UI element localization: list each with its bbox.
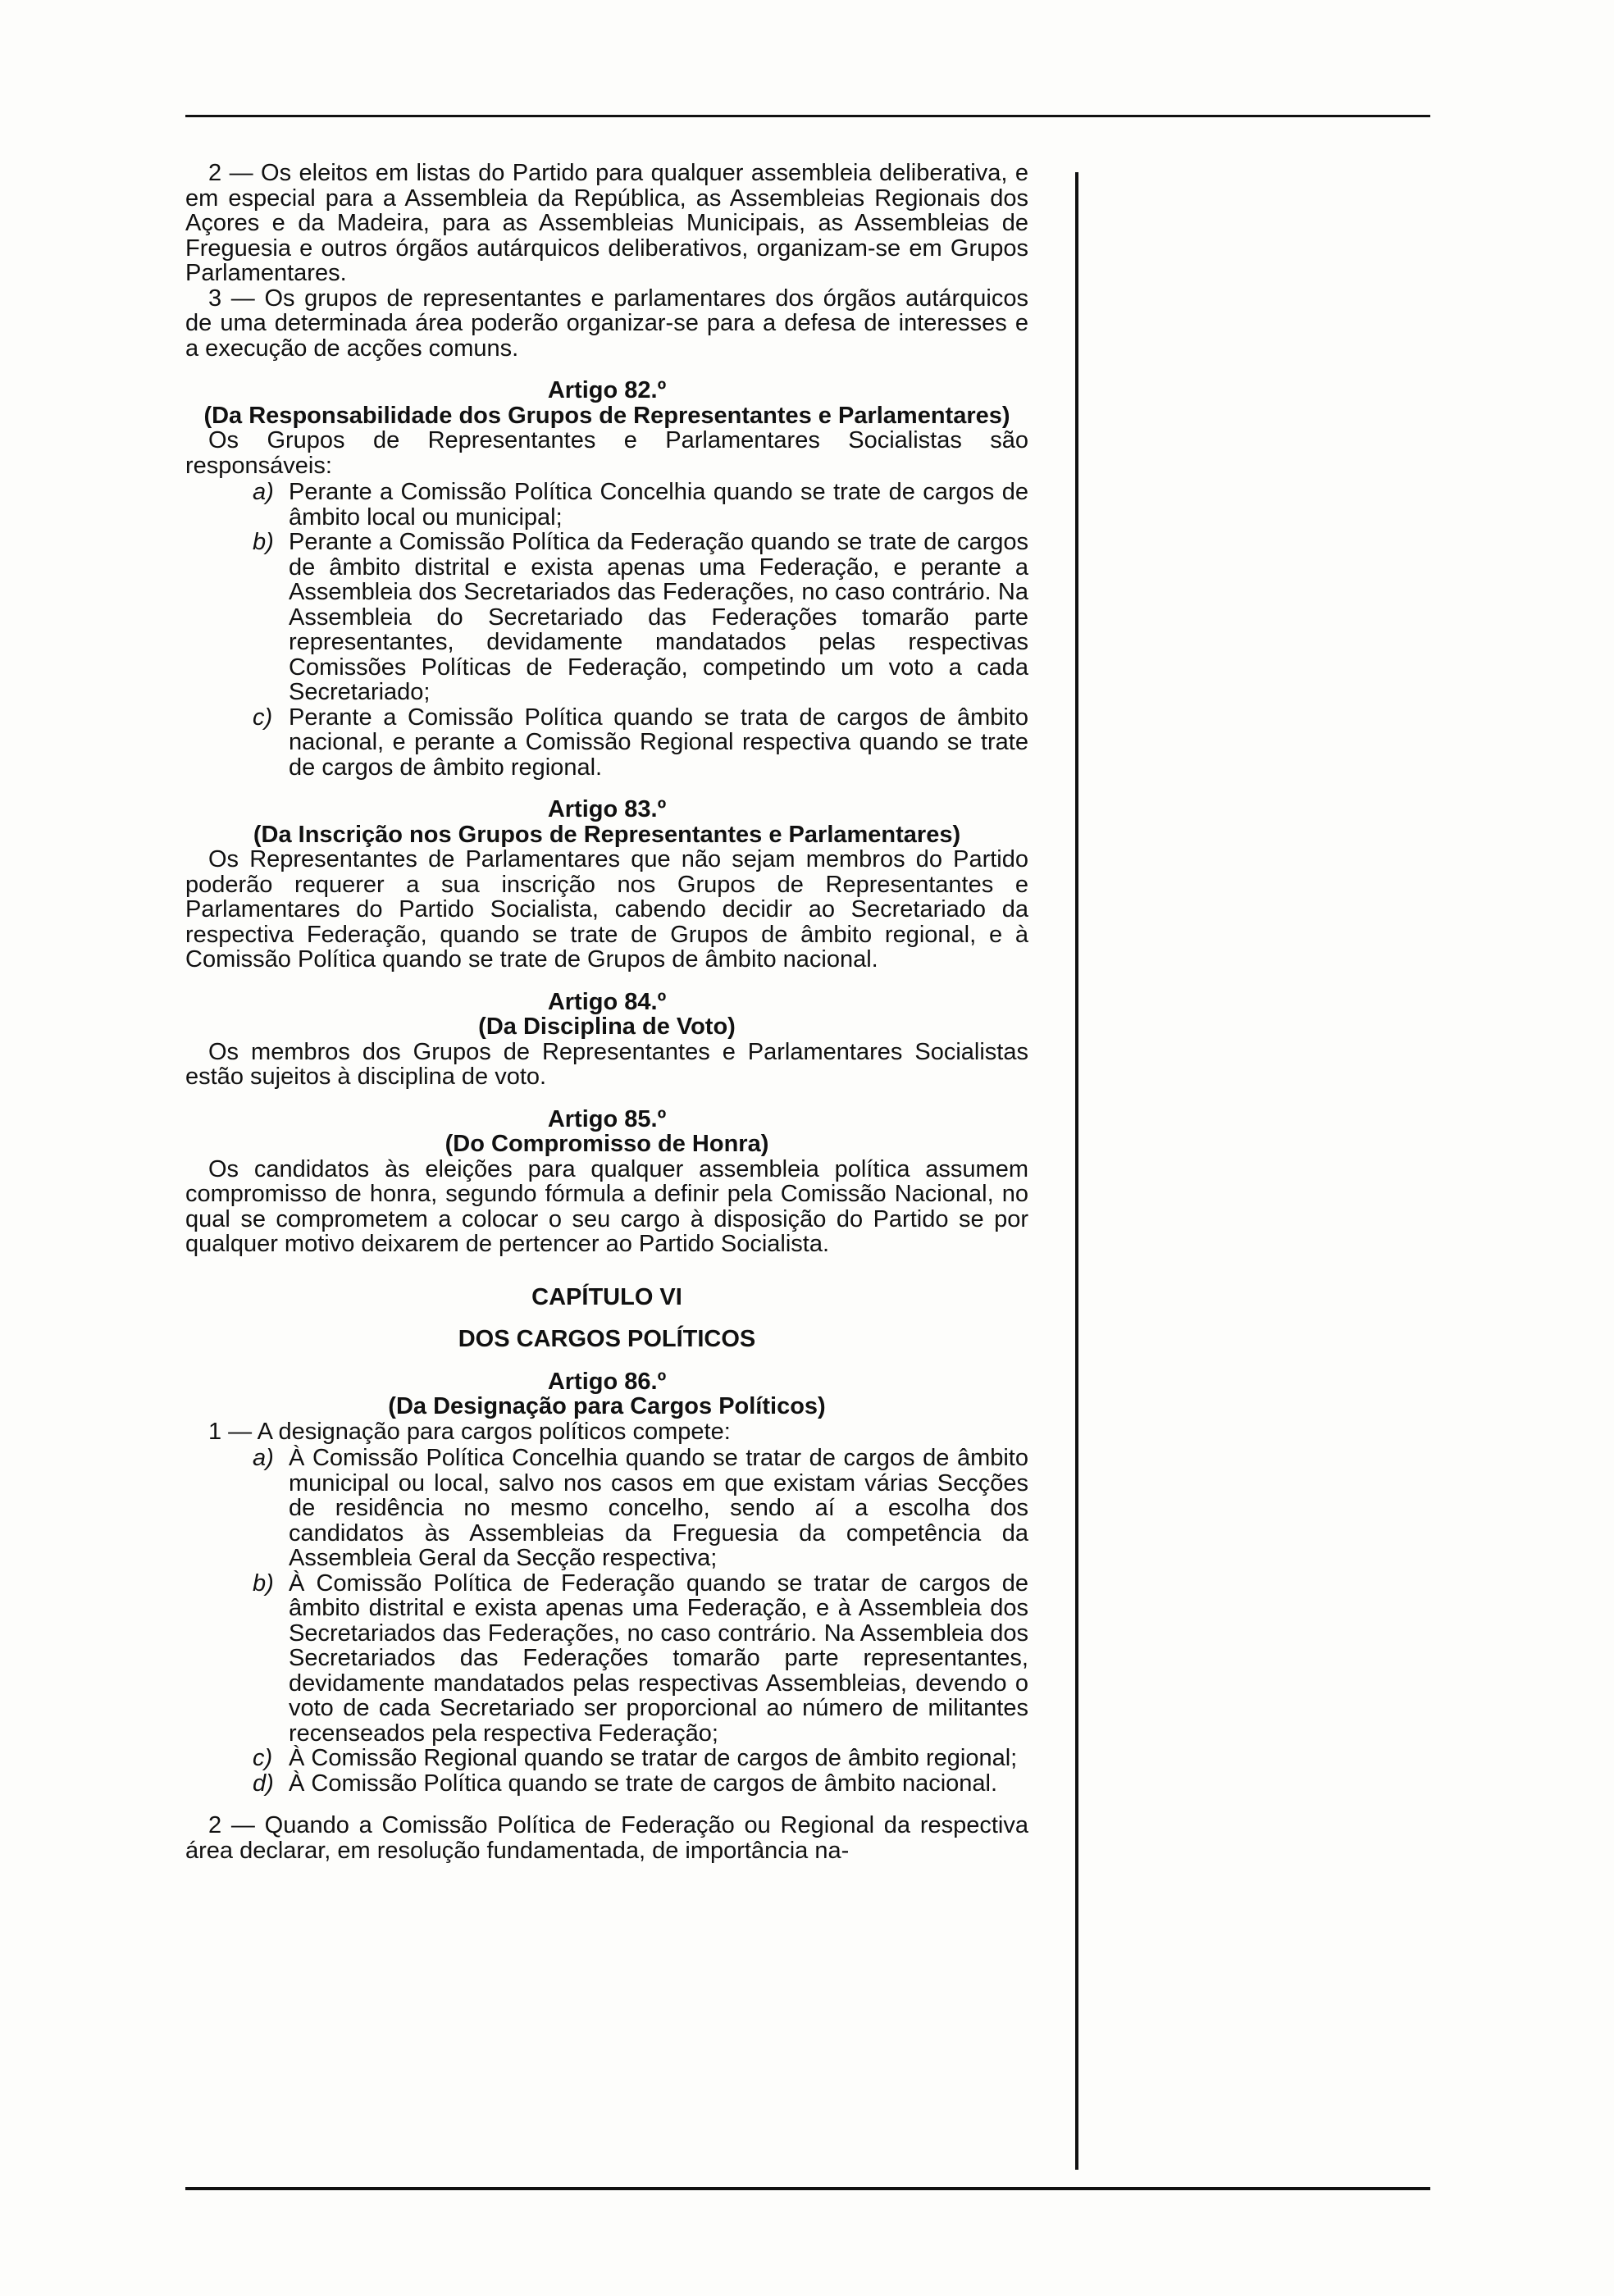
article-84-text: Os membros dos Grupos de Representantes e Parlamentares Socialistas estão sujeitos à disciplina de voto. bbox=[185, 1038, 1028, 1090]
list-item bbox=[251, 1771, 1028, 1797]
list-item bbox=[251, 1746, 1028, 1771]
column-rule bbox=[1075, 172, 1078, 2170]
article-title: (Do Compromisso de Honra) bbox=[445, 1131, 769, 1157]
top-rule bbox=[185, 115, 1430, 117]
list-letter: a) bbox=[253, 1445, 274, 1471]
article-86-heading bbox=[185, 1369, 1028, 1419]
paragraph-3: 3 — Os grupos de representantes e parlamentares dos órgãos autárquicos de uma determinada área poderão organizar-se para a defesa de interesses e a execução de acções comuns. bbox=[185, 285, 1028, 362]
text-column bbox=[185, 161, 1028, 1863]
bottom-rule bbox=[185, 2187, 1430, 2190]
article-84-heading bbox=[185, 990, 1028, 1040]
list-item-text: À Comissão Política quando se trate de cargos de âmbito nacional. bbox=[289, 1770, 998, 1797]
article-number: Artigo 82.º bbox=[547, 377, 667, 403]
list-item bbox=[251, 480, 1028, 530]
list-item-text: Perante a Comissão Política da Federação quando se trate de cargos de âmbito distrital e exista apenas uma Federação, e perante a Assembleia dos Secretariados das Federações, no caso contrário. Na Assembleia do Secretariado das Federações tomarão parte representantes, devidamente mandatados pelas respectivas Comissões Políticas de Federação, competindo um voto a cada Secretariado; bbox=[289, 529, 1028, 705]
article-title: (Da Disciplina de Voto) bbox=[478, 1014, 736, 1040]
article-title: (Da Designação para Cargos Políticos) bbox=[388, 1393, 826, 1419]
article-number: Artigo 85.º bbox=[547, 1105, 667, 1132]
list-letter: a) bbox=[253, 479, 274, 505]
article-83-heading bbox=[185, 797, 1028, 847]
article-82-text: Os Grupos de Representantes e Parlamentares Socialistas são responsáveis: bbox=[185, 427, 1028, 479]
list-item-text: À Comissão Política Concelhia quando se tratar de cargos de âmbito municipal ou local, salvo nos casos em que existam várias Secções de residência no mesmo concelho, sendo aí a escolha dos candidatos às Assembleias da Freguesia da competência da Assembleia Geral da Secção respectiva; bbox=[289, 1445, 1028, 1571]
article-number: Artigo 83.º bbox=[547, 796, 667, 822]
article-86-paragraph-1: 1 — A designação para cargos políticos compete: bbox=[208, 1418, 731, 1445]
list-item-text: À Comissão Regional quando se tratar de cargos de âmbito regional; bbox=[289, 1745, 1018, 1771]
list-letter: b) bbox=[253, 1569, 274, 1597]
list-item bbox=[251, 705, 1028, 781]
article-85-text: Os candidatos às eleições para qualquer assembleia política assumem compromisso de honra, segundo fórmula a definir pela Comissão Nacional, no qual se comprometem a colocar o seu cargo à disposição do Partido se por qualquer motivo deixarem de pertencer ao Partido Socialista. bbox=[185, 1155, 1028, 1257]
article-83-text: Os Representantes de Parlamentares que não sejam membros do Partido poderão requerer a sua inscrição nos Grupos de Representantes e Parlamentares do Partido Socialista, cabendo decidir ao Secretariado da respectiva Federação, quando se trate de Grupos de âmbito regional, e à Comissão Política quando se trate de Grupos de âmbito nacional. bbox=[185, 846, 1028, 973]
list-letter: c) bbox=[253, 704, 273, 731]
article-number: Artigo 86.º bbox=[547, 1368, 667, 1395]
article-85-heading bbox=[185, 1107, 1028, 1157]
article-82-list bbox=[251, 480, 1028, 780]
list-letter: c) bbox=[253, 1745, 273, 1771]
list-item bbox=[251, 1571, 1028, 1747]
article-82-heading bbox=[185, 378, 1028, 428]
chapter-title: DOS CARGOS POLÍTICOS bbox=[458, 1326, 756, 1352]
list-item-text: Perante a Comissão Política quando se trata de cargos de âmbito nacional, e perante a Comissão Regional respectiva quando se trate de cargos de âmbito regional. bbox=[289, 704, 1028, 781]
list-item bbox=[251, 530, 1028, 705]
list-item-text: Perante a Comissão Política Concelhia quando se trate de cargos de âmbito local ou municipal; bbox=[289, 479, 1028, 531]
list-item-text: À Comissão Política de Federação quando se tratar de cargos de âmbito distrital e exista apenas uma Federação, e à Assembleia dos Secretariados das Federações, no caso contrário. Na Assembleia dos Secretariados das Federações tomarão parte representantes, devidamente mandatados pelas respectivas Assembleias, devendo o voto de cada Secretariado ser proporcional ao número de militantes recenseados pela respectiva Federação; bbox=[289, 1569, 1028, 1747]
article-86-list bbox=[251, 1446, 1028, 1796]
list-letter: d) bbox=[253, 1770, 274, 1797]
list-letter: b) bbox=[253, 529, 274, 555]
article-title: (Da Responsabilidade dos Grupos de Representantes e Parlamentares) bbox=[203, 402, 1010, 429]
article-86-paragraph-2: 2 — Quando a Comissão Política de Federação ou Regional da respectiva área declarar, em resolução fundamentada, de importância na- bbox=[185, 1812, 1028, 1864]
paragraph-2: 2 — Os eleitos em listas do Partido para qualquer assembleia deliberativa, e em especial para a Assembleia da República, as Assembleias Regionais dos Açores e da Madeira, para as Assembleias Municipais, as Assembleias de Freguesia e outros órgãos autárquicos deliberativos, organizam-se em Grupos Parlamentares. bbox=[185, 160, 1028, 286]
article-title: (Da Inscrição nos Grupos de Representantes e Parlamentares) bbox=[253, 821, 961, 848]
article-number: Artigo 84.º bbox=[547, 988, 667, 1015]
chapter-number: CAPÍTULO VI bbox=[531, 1283, 682, 1310]
list-item bbox=[251, 1446, 1028, 1571]
